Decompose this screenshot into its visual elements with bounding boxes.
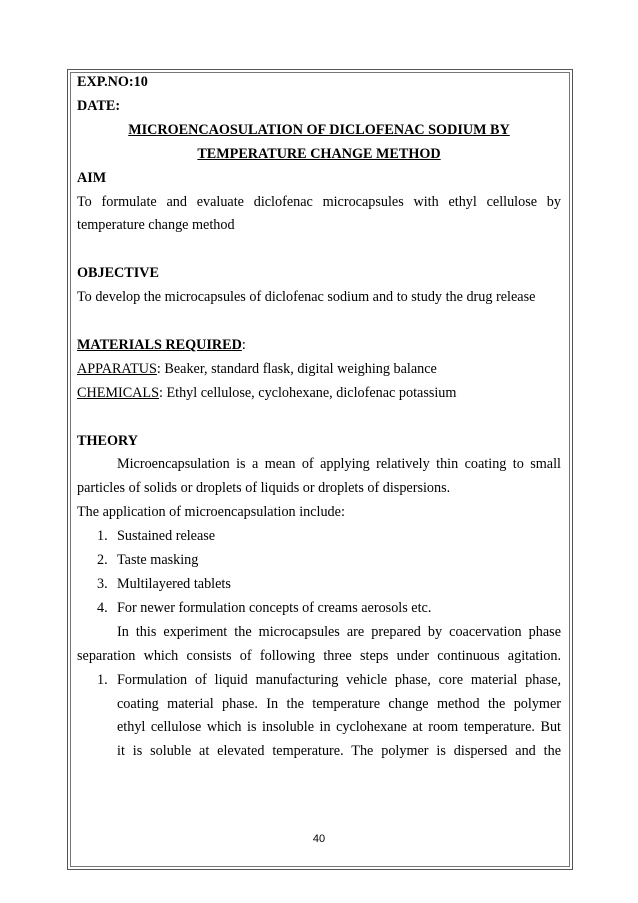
materials-heading: MATERIALS REQUIRED [77, 336, 242, 353]
theory-para2-line-1: In this experiment the microcapsules are prepared by coacervation phase [117, 623, 561, 640]
chemicals-text: : Ethyl cellulose, cyclohexane, diclofenac potassium [158, 384, 457, 401]
theory-para1-line-1: Microencapsulation is a mean of applying relatively thin coating to small [117, 456, 561, 473]
list-item: 3. Multilayered tablets [97, 575, 231, 592]
step-line: it is soluble at elevated temperature. The polymer is dispersed and the [117, 743, 561, 760]
title-line-2: TEMPERATURE CHANGE METHOD [197, 145, 441, 162]
objective-text: To develop the microcapsules of diclofenac sodium and to study the drug release [77, 289, 536, 306]
theory-para1-line-2: particles of solids or droplets of liquids or droplets of dispersions. [77, 480, 451, 497]
spacer [77, 310, 561, 334]
title-line-1: MICROENCAOSULATION OF DICLOFENAC SODIUM BY [128, 121, 510, 138]
steps-list [77, 669, 561, 765]
document-body [77, 71, 561, 764]
list-item: 4. For newer formulation concepts of creams aerosols etc. [97, 599, 432, 616]
list-item: 1. Formulation of liquid manufacturing vehicle phase, core material phase, coating material phase. In the temperature change method the polymer ethyl cellulose which is insoluble in cyclohexane at room temperature. But it is soluble at elevated temperature. The polymer is dispersed and the [77, 669, 561, 765]
materials-heading-colon: : [241, 336, 246, 353]
spacer [77, 238, 561, 262]
page-number: 40 [312, 833, 326, 845]
spacer [77, 406, 561, 430]
objective-heading: OBJECTIVE [77, 265, 159, 282]
chemicals-label: CHEMICALS [77, 384, 159, 401]
aim-text-line-1: To formulate and evaluate diclofenac microcapsules with ethyl cellulose by [77, 193, 561, 210]
list-item: 2. Taste masking [97, 552, 199, 569]
step-line: ethyl cellulose which is insoluble in cyclohexane at room temperature. But [117, 719, 561, 736]
step-line: Formulation of liquid manufacturing vehicle phase, core material phase, [117, 671, 561, 688]
apparatus-label: APPARATUS [77, 360, 157, 377]
chemicals-row [77, 382, 561, 406]
materials-heading-row [77, 334, 561, 358]
date-label: DATE: [77, 97, 121, 114]
apparatus-text: : Beaker, standard flask, digital weighing balance [156, 360, 437, 377]
experiment-number: EXP.NO:10 [77, 74, 148, 90]
applications-list [77, 525, 561, 621]
apparatus-row [77, 358, 561, 382]
aim-heading: AIM [77, 169, 107, 186]
applications-intro: The application of microencapsulation include: [77, 504, 345, 521]
theory-para2-line-2: separation which consists of following three steps under continuous agitation. [77, 647, 561, 664]
aim-text-line-2: temperature change method [77, 217, 235, 234]
list-item: 1. Sustained release [97, 528, 216, 545]
theory-heading: THEORY [77, 432, 138, 449]
step-line: coating material phase. In the temperature change method the polymer [117, 695, 561, 712]
